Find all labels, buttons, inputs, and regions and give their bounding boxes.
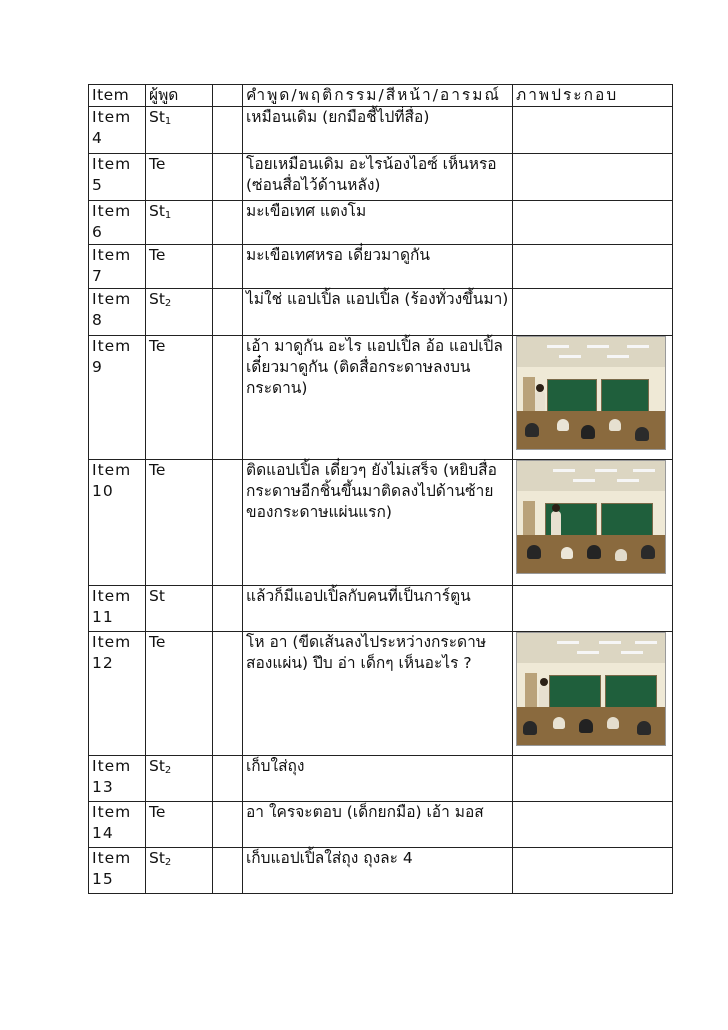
speaker: Te xyxy=(146,336,213,460)
utterance: ติดแอปเปิ้ล เดี๋ยวๆ ยังไม่เสร็จ (หยิบสื่อกระดาษอีกชิ้นขึ้นมาติดลงไปด้านซ้ายของกระดาษแผ่นแรก) xyxy=(243,460,513,586)
image-cell xyxy=(513,756,673,802)
utterance: เก็บแอปเปิ้ลใส่ถุง ถุงละ 4 xyxy=(243,848,513,894)
speaker: Te xyxy=(146,245,213,289)
classroom-photo xyxy=(516,632,666,746)
image-cell xyxy=(513,460,673,586)
item-id: Item 15 xyxy=(89,848,146,894)
item-id: Item 14 xyxy=(89,802,146,848)
speaker: St xyxy=(146,586,213,632)
image-cell xyxy=(513,289,673,336)
gap-cell xyxy=(213,336,243,460)
item-id: Item 9 xyxy=(89,336,146,460)
image-cell xyxy=(513,586,673,632)
image-cell xyxy=(513,336,673,460)
utterance: มะเขือเทศ แตงโม xyxy=(243,201,513,245)
item-id: Item 12 xyxy=(89,632,146,756)
image-cell xyxy=(513,802,673,848)
item-id: Item 8 xyxy=(89,289,146,336)
speaker: St2 xyxy=(146,289,213,336)
item-id: Item 10 xyxy=(89,460,146,586)
item-id: Item 4 xyxy=(89,107,146,154)
utterance: เก็บใส่ถุง xyxy=(243,756,513,802)
gap-cell xyxy=(213,460,243,586)
item-id: Item 11 xyxy=(89,586,146,632)
gap-cell xyxy=(213,848,243,894)
header-utterance: คำพูด/พฤติกรรม/สีหน้า/อารมณ์ xyxy=(243,85,513,107)
image-cell xyxy=(513,245,673,289)
utterance: มะเขือเทศหรอ เดี๋ยวมาดูกัน xyxy=(243,245,513,289)
utterance: โห อา (ขีดเส้นลงไประหว่างกระดาษสองแผ่น) ปึบ อ่า เด็กๆ เห็นอะไร ? xyxy=(243,632,513,756)
gap-cell xyxy=(213,201,243,245)
gap-cell xyxy=(213,756,243,802)
table-row xyxy=(89,154,673,201)
speaker: Te xyxy=(146,154,213,201)
gap-cell xyxy=(213,632,243,756)
utterance: อา ใครจะตอบ (เด็กยกมือ) เอ้า มอส xyxy=(243,802,513,848)
image-cell xyxy=(513,848,673,894)
gap-cell xyxy=(213,154,243,201)
image-cell xyxy=(513,201,673,245)
table-row xyxy=(89,802,673,848)
table-row xyxy=(89,289,673,336)
item-id: Item 6 xyxy=(89,201,146,245)
gap-cell xyxy=(213,289,243,336)
header-gap xyxy=(213,85,243,107)
table-row xyxy=(89,848,673,894)
utterance: ไม่ใช่ แอปเปิ้ล แอปเปิ้ล (ร้องทั่วงขึ้นมา) xyxy=(243,289,513,336)
table-row xyxy=(89,632,673,756)
gap-cell xyxy=(213,107,243,154)
classroom-photo xyxy=(516,336,666,450)
table-row xyxy=(89,336,673,460)
speaker: St1 xyxy=(146,201,213,245)
image-cell xyxy=(513,632,673,756)
speaker: Te xyxy=(146,460,213,586)
header-item: Item xyxy=(89,85,146,107)
speaker: St2 xyxy=(146,848,213,894)
gap-cell xyxy=(213,245,243,289)
table-row xyxy=(89,201,673,245)
gap-cell xyxy=(213,586,243,632)
speaker: St1 xyxy=(146,107,213,154)
table-row xyxy=(89,107,673,154)
table-row xyxy=(89,460,673,586)
speaker: St2 xyxy=(146,756,213,802)
table-row xyxy=(89,756,673,802)
classroom-photo xyxy=(516,460,666,574)
header-image: ภาพประกอบ xyxy=(513,85,673,107)
speaker: Te xyxy=(146,632,213,756)
item-id: Item 5 xyxy=(89,154,146,201)
header-speaker: ผู้พูด xyxy=(146,85,213,107)
item-id: Item 7 xyxy=(89,245,146,289)
header-row xyxy=(89,85,673,107)
utterance: แล้วก็มีแอปเปิ้ลกับคนที่เป็นการ์ตูน xyxy=(243,586,513,632)
item-id: Item 13 xyxy=(89,756,146,802)
utterance: เอ้า มาดูกัน อะไร แอปเปิ้ล อ้อ แอปเปิ้ล เดี๋ยวมาดูกัน (ติดสื่อกระดาษลงบนกระดาน) xyxy=(243,336,513,460)
utterance: เหมือนเดิม (ยกมือชี้ไปที่สื่อ) xyxy=(243,107,513,154)
image-cell xyxy=(513,107,673,154)
table-row xyxy=(89,586,673,632)
speaker: Te xyxy=(146,802,213,848)
table-row xyxy=(89,245,673,289)
gap-cell xyxy=(213,802,243,848)
transcript-table xyxy=(88,84,673,894)
image-cell xyxy=(513,154,673,201)
utterance: โอยเหมือนเดิม อะไรน้องไอซ์ เห็นหรอ (ซ่อนสื่อไว้ด้านหลัง) xyxy=(243,154,513,201)
